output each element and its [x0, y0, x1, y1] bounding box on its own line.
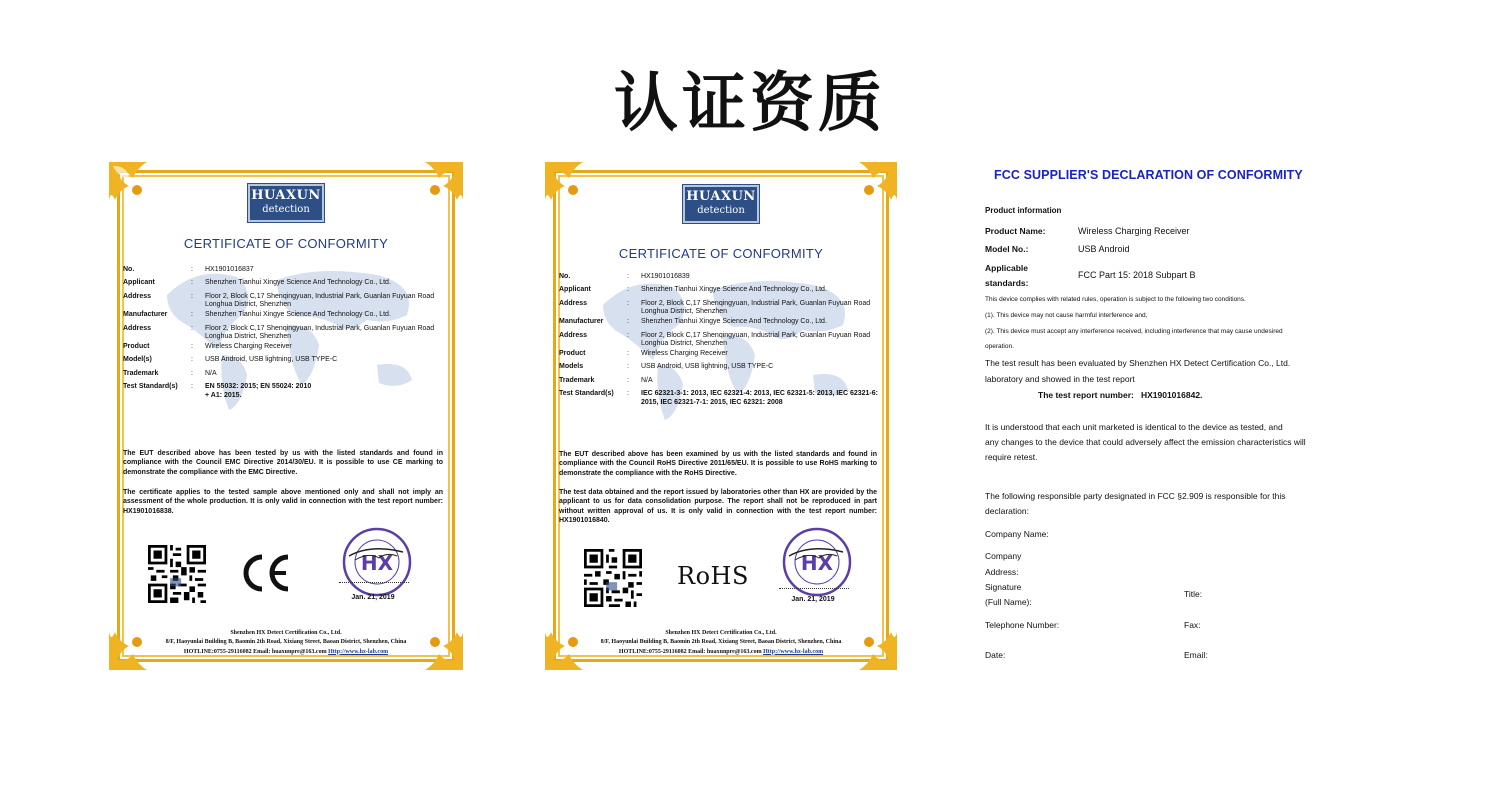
- footer-company: Shenzhen HX Detect Certification Co., Ltd.: [230, 630, 342, 636]
- condition-2-cont: operation.: [985, 343, 1014, 350]
- field-value: Floor 2, Block C,17 Shenqingyuan, Industrial Park, Guanlan Fuyuan Road Longhua District, Shenzhen: [205, 324, 435, 341]
- footer-address: 8/F, Haoyunlai Building B, Baomin 2th Road, Xixiang Street, Baoan District, Shenzhen, China: [600, 639, 842, 646]
- signature-line: [339, 582, 409, 583]
- footer-contact: HOTLINE:0755-29116082 Email: huaxunpre@163.com Http://www.hx-lab.com: [183, 648, 389, 655]
- condition-1: (1). This device may not cause harmful interference and,: [985, 312, 1148, 319]
- field-row: Address : Floor 2, Block C,17 Shenqingyuan, Industrial Park, Guanlan Fuyuan Road Longhua District, Shenzhen: [123, 325, 445, 343]
- company-address-label: Company: [985, 551, 1022, 561]
- qr-code-icon: [148, 545, 206, 603]
- field-label: Product: [559, 350, 586, 358]
- field-row: Product : Wireless Charging Receiver: [123, 343, 445, 352]
- field-label: Model(s): [123, 356, 152, 364]
- field-row: Applicant : Shenzhen Tianhui Xingye Science And Technology Co., Ltd.: [123, 279, 445, 288]
- report-number: The test report number: HX1901016842.: [1038, 390, 1203, 400]
- condition-2: (2). This device must accept any interference received, including interference that may cause undesired: [985, 328, 1283, 335]
- field-row: Model(s) : USB Android, USB lightning, USB TYPE-C: [123, 356, 445, 365]
- field-row: Test Standard(s) : IEC 62321-3-1: 2013, IEC 62321-4: 2013, IEC 62321-5: 2013, IEC 62321-6: 2015, IEC 62321-7-1: 2015, IEC 62321: 2008: [559, 390, 878, 406]
- field-value: Floor 2, Block C,17 Shenqingyuan, Industrial Park, Guanlan Fuyuan Road Longhua District, Shenzhen: [641, 331, 871, 348]
- field-value: Shenzhen Tianhui Xingye Science And Technology Co., Ltd.: [205, 279, 391, 287]
- footer-contact: HOTLINE:0755-29116082 Email: huaxunpre@163.com Http://www.hx-lab.com: [618, 648, 824, 655]
- ce-mark-icon: [240, 552, 294, 594]
- field-label: Address: [123, 292, 152, 300]
- field-row: No. : HX1901016839: [559, 273, 879, 282]
- field-value: HX1901016839: [641, 273, 690, 280]
- corner-ornament-icon: [403, 160, 465, 222]
- field-value: Shenzhen Tianhui Xingye Science And Technology Co., Ltd.: [205, 311, 391, 319]
- huaxun-logo: HUAXUN detection: [683, 185, 759, 223]
- ce-certificate: [107, 160, 465, 672]
- footer-website-link[interactable]: Http://www.hx-lab.com: [328, 648, 389, 655]
- certificate-heading: CERTIFICATE OF CONFORMITY: [183, 236, 389, 251]
- certificate-fields: [559, 273, 879, 412]
- certificate-footer: [107, 629, 465, 657]
- field-value: N/A: [641, 376, 653, 384]
- field-row: No. : HX1901016837: [123, 266, 445, 275]
- official-seal-icon: [341, 526, 413, 598]
- certificate-heading: CERTIFICATE OF CONFORMITY: [618, 246, 824, 261]
- signed-date: Jan. 21, 2019: [351, 594, 395, 601]
- signed-date: Jan. 21, 2019: [791, 596, 835, 603]
- field-label: Address: [123, 324, 152, 332]
- model-value: USB Android: [1078, 244, 1130, 254]
- understood-text: any changes to the device that could adversely affect the emission characteristics will: [985, 437, 1306, 447]
- model-label: Model No.:: [985, 244, 1029, 254]
- field-row: Address : Floor 2, Block C,17 Shenqingyuan, Industrial Park, Guanlan Fuyuan Road Longhua District, Shenzhen: [559, 300, 879, 318]
- footer-company: Shenzhen HX Detect Certification Co., Ltd.: [665, 630, 777, 636]
- field-row: Manufacturer : Shenzhen Tianhui Xingye Science And Technology Co., Ltd.: [559, 318, 879, 327]
- field-label: Address: [559, 299, 588, 307]
- field-label: Applicant: [123, 279, 155, 287]
- qr-code-icon: [584, 549, 642, 607]
- field-value: IEC 62321-3-1: 2013, IEC 62321-4: 2013, IEC 62321-5: 2013, IEC 62321-6: 2015, IEC 62321-7-1: 2015, IEC 62321: 2008: [641, 390, 878, 406]
- field-value: USB Android, USB lightning, USB TYPE-C: [641, 363, 774, 371]
- field-value: Floor 2, Block C,17 Shenqingyuan, Industrial Park, Guanlan Fuyuan Road Longhua District, Shenzhen: [641, 299, 871, 316]
- product-name-value: Wireless Charging Receiver: [1078, 226, 1190, 236]
- field-label: Test Standard(s): [559, 390, 614, 398]
- field-value: Wireless Charging Receiver: [205, 343, 292, 351]
- email-label: Email:: [1184, 650, 1208, 660]
- evaluated-text: laboratory and showed in the test report: [985, 374, 1135, 384]
- product-info-heading: Product information: [985, 206, 1062, 215]
- signature-label: (Full Name):: [985, 597, 1032, 607]
- standards-label: standards:: [985, 278, 1029, 288]
- corner-ornament-icon: [837, 160, 899, 222]
- compliance-paragraph: The EUT described above has been examined by us with the listed standards and found in compliance with the Council RoHS Directive 2011/65/EU. It is possible to use RoHS marking to demonstrate the compliance with the RoHS Directive.: [559, 451, 877, 477]
- standards-value: FCC Part 15: 2018 Subpart B: [1078, 270, 1196, 280]
- footer-website-link[interactable]: Http://www.hx-lab.com: [763, 648, 824, 655]
- field-label: Manufacturer: [559, 318, 604, 326]
- understood-text: require retest.: [985, 452, 1038, 462]
- page-title: 认证资质: [614, 67, 886, 141]
- responsible-text: declaration:: [985, 506, 1029, 516]
- understood-text: It is understood that each unit marketed is identical to the device as tested, and: [985, 422, 1283, 432]
- company-address-label: Address:: [985, 567, 1019, 577]
- fcc-title: FCC SUPPLIER'S DECLARATION OF CONFORMITY: [994, 168, 1303, 182]
- certificate-footer: [543, 629, 899, 657]
- signature-line: [779, 588, 849, 589]
- field-label: Product: [123, 343, 150, 351]
- title-label: Title:: [1184, 589, 1203, 599]
- field-row: Address : Floor 2, Block C,17 Shenqingyuan, Industrial Park, Guanlan Fuyuan Road Longhua District, Shenzhen: [123, 293, 445, 311]
- field-label: Manufacturer: [123, 311, 168, 319]
- field-value: N/A: [205, 369, 217, 377]
- standards-label: Applicable: [985, 263, 1028, 273]
- scope-paragraph: The certificate applies to the tested sample above mentioned only and shall not imply an assessment of the whole production. It is only valid in connection with the test report number: HX1901016838.: [123, 489, 443, 515]
- field-value: USB Android, USB lightning, USB TYPE-C: [205, 356, 338, 364]
- svg-text:HX: HX: [360, 551, 394, 575]
- scope-paragraph: The test data obtained and the report issued by laboratories other than HX are provided by the applicant to us for data consolidation purpose. The report shall not be reproduced in part without written approval of us. It is only valid in connection with the test report number: HX1901016840.: [559, 489, 877, 525]
- field-row: Applicant : Shenzhen Tianhui Xingye Science And Technology Co., Ltd.: [559, 286, 879, 295]
- field-label: No.: [123, 266, 135, 273]
- field-label: Trademark: [559, 376, 595, 384]
- field-label: Applicant: [559, 286, 591, 294]
- responsible-text: The following responsible party designated in FCC §2.909 is responsible for this: [985, 491, 1286, 501]
- conditions-intro: This device complies with related rules, operation is subject to the following two conditions.: [985, 296, 1246, 303]
- svg-text:HX: HX: [800, 551, 834, 575]
- rohs-certificate: [543, 160, 899, 672]
- corner-ornament-icon: [543, 160, 605, 222]
- certificate-fields: [123, 266, 445, 405]
- field-value: Wireless Charging Receiver: [641, 350, 728, 358]
- field-label: Address: [559, 331, 588, 339]
- date-label: Date:: [985, 650, 1006, 660]
- field-value: Floor 2, Block C,17 Shenqingyuan, Industrial Park, Guanlan Fuyuan Road Longhua District, Shenzhen: [205, 292, 435, 309]
- field-row: Manufacturer : Shenzhen Tianhui Xingye Science And Technology Co., Ltd.: [123, 311, 445, 320]
- field-label: Test Standard(s): [123, 383, 178, 391]
- telephone-label: Telephone Number:: [985, 620, 1060, 630]
- field-row: Trademark : N/A: [123, 370, 445, 379]
- product-name-label: Product Name:: [985, 226, 1046, 236]
- field-value: HX1901016837: [205, 266, 254, 273]
- rohs-mark: RoHS: [677, 562, 749, 590]
- fax-label: Fax:: [1184, 620, 1201, 630]
- compliance-paragraph: The EUT described above has been tested by us with the listed standards and found in compliance with the Council EMC Directive 2014/30/EU. It is possible to use CE marking to demonstrate the compliance with the EMC Directive.: [123, 450, 443, 476]
- huaxun-logo: HUAXUN detection: [248, 184, 324, 222]
- footer-address: 8/F, Haoyunlai Building B, Baomin 2th Road, Xixiang Street, Baoan District, Shenzhen, China: [165, 639, 407, 646]
- field-label: Trademark: [123, 369, 159, 377]
- field-row: Address : Floor 2, Block C,17 Shenqingyuan, Industrial Park, Guanlan Fuyuan Road Longhua District, Shenzhen: [559, 332, 879, 350]
- field-label: Models: [559, 363, 584, 371]
- field-value: Shenzhen Tianhui Xingye Science And Technology Co., Ltd.: [641, 318, 827, 326]
- field-value: EN 55032: 2015; EN 55024: 2010 + A1: 2015.: [205, 383, 312, 399]
- field-row: Product : Wireless Charging Receiver: [559, 350, 879, 359]
- field-row: Models : USB Android, USB lightning, USB TYPE-C: [559, 363, 879, 372]
- field-value: Shenzhen Tianhui Xingye Science And Technology Co., Ltd.: [641, 286, 827, 294]
- field-row: Test Standard(s) : EN 55032: 2015; EN 55024: 2010 + A1: 2015.: [123, 383, 445, 401]
- field-row: Trademark : N/A: [559, 377, 879, 386]
- corner-ornament-icon: [107, 160, 169, 222]
- evaluated-text: The test result has been evaluated by Shenzhen HX Detect Certification Co., Ltd.: [985, 358, 1291, 368]
- field-label: No.: [559, 273, 571, 280]
- company-name-label: Company Name:: [985, 529, 1049, 539]
- signature-label: Signature: [985, 582, 1022, 592]
